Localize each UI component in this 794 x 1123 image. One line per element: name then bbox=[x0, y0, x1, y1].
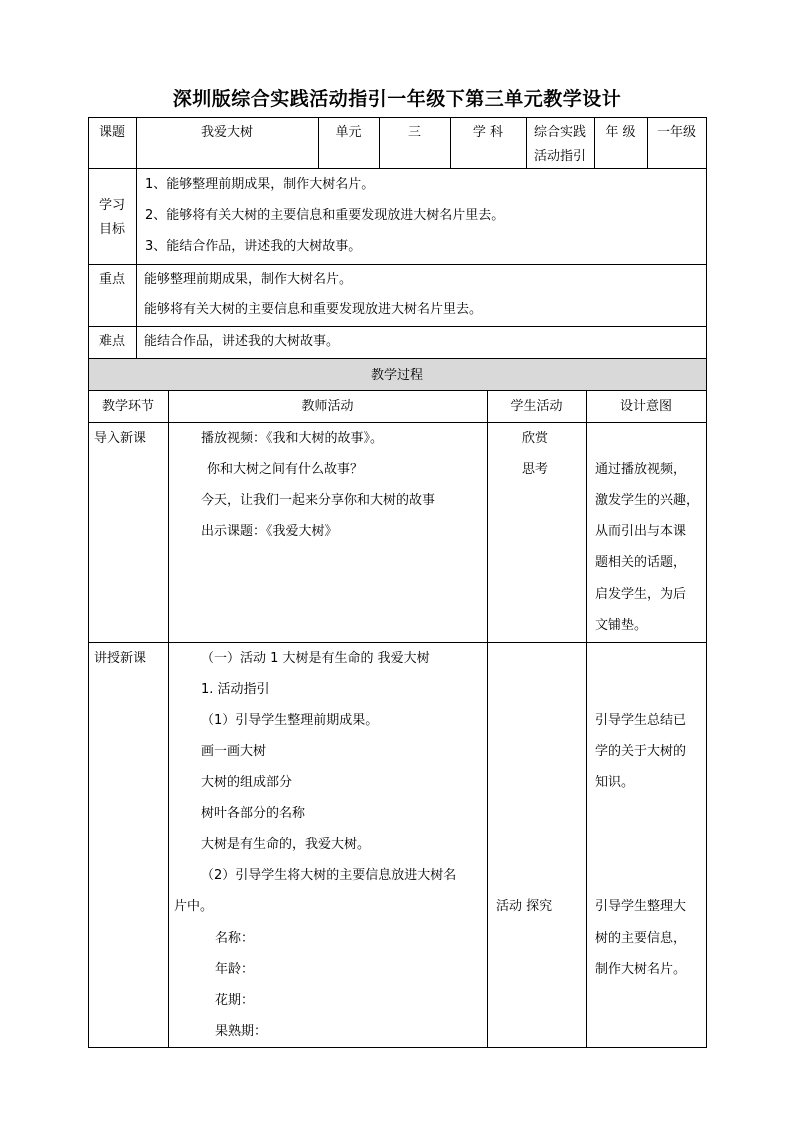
new-teacher-line: 片中。 bbox=[174, 899, 214, 914]
intro-intent-line: 从而引出与本课 bbox=[595, 524, 687, 539]
new-intent-a-line: 引导学生总结已 bbox=[595, 713, 687, 728]
table-border-right bbox=[706, 117, 707, 1048]
col-header-teacher: 教师活动 bbox=[301, 399, 354, 414]
objective-item: 1、能够整理前期成果，制作大树名片。 bbox=[145, 177, 375, 192]
row-divider bbox=[88, 168, 707, 169]
row-divider bbox=[88, 390, 707, 391]
new-teacher-line: 花期： bbox=[215, 993, 255, 1008]
new-teacher-line: 大树是有生命的，我爱大树。 bbox=[201, 837, 371, 852]
new-teacher-line: （1）引导学生整理前期成果。 bbox=[201, 713, 379, 728]
new-teacher-line: 果熟期： bbox=[215, 1024, 268, 1039]
key-point-item: 能够将有关大树的主要信息和重要发现放进大树名片里去。 bbox=[144, 302, 483, 317]
new-intent-b-line: 制作大树名片。 bbox=[595, 962, 687, 977]
intro-intent-line: 启发学生，为后 bbox=[595, 587, 687, 602]
new-intent-a-line: 学的关于大树的 bbox=[595, 744, 687, 759]
row-divider bbox=[88, 264, 707, 265]
objective-item: 2、能够将有关大树的主要信息和重要发现放进大树名片里去。 bbox=[145, 208, 505, 223]
col-divider bbox=[136, 168, 137, 358]
subject-label: 学 科 bbox=[472, 125, 504, 140]
unit-label: 单元 bbox=[335, 125, 362, 140]
subject-value-line1: 综合实践 bbox=[533, 125, 586, 140]
intro-teacher-line: 播放视频：《我和大树的故事》。 bbox=[201, 431, 384, 446]
key-point-item: 能够整理前期成果，制作大树名片。 bbox=[144, 272, 353, 287]
new-intent-a-line: 知识。 bbox=[595, 775, 635, 790]
new-teacher-line: （2）引导学生将大树的主要信息放进大树名 bbox=[201, 868, 457, 883]
table-border-left bbox=[88, 117, 89, 1048]
intro-intent-line: 题相关的话题， bbox=[595, 555, 687, 570]
key-points-label: 重点 bbox=[98, 272, 125, 287]
intro-teacher-line: 今天，让我们一起来分享你和大树的故事 bbox=[201, 493, 436, 508]
new-teacher-line: 年龄： bbox=[215, 962, 255, 977]
col-divider bbox=[487, 390, 488, 1047]
table-border-bottom bbox=[88, 1047, 707, 1048]
document-title: 深圳版综合实践活动指引一年级下第三单元教学设计 bbox=[172, 88, 622, 110]
objective-item: 3、能结合作品，讲述我的大树故事。 bbox=[145, 239, 362, 254]
intro-intent-line: 激发学生的兴趣， bbox=[595, 493, 700, 508]
new-teacher-line: 树叶各部分的名称 bbox=[201, 806, 306, 821]
col-header-stage: 教学环节 bbox=[101, 399, 154, 414]
new-teacher-line: 名称： bbox=[215, 931, 255, 946]
intro-intent-line: 文铺垫。 bbox=[595, 618, 648, 633]
difficulty-text: 能结合作品，讲述我的大树故事。 bbox=[144, 334, 340, 349]
intro-intent-line: 通过播放视频， bbox=[595, 462, 687, 477]
new-teacher-line: 1. 活动指引 bbox=[201, 682, 270, 697]
intro-teacher-line: 出示课题：《我爱大树》 bbox=[201, 524, 338, 539]
col-header-intent: 设计意图 bbox=[619, 399, 672, 414]
intro-teacher-line: 你和大树之间有什么故事？ bbox=[207, 462, 364, 477]
intro-student-line: 思考 bbox=[522, 462, 549, 477]
new-student: 活动 探究 bbox=[496, 899, 553, 914]
col-divider bbox=[586, 390, 587, 1047]
difficulty-label: 难点 bbox=[98, 334, 125, 349]
col-header-student: 学生活动 bbox=[510, 399, 563, 414]
row-divider bbox=[88, 642, 707, 643]
new-stage: 讲授新课 bbox=[94, 651, 147, 666]
table-border-top bbox=[88, 117, 707, 118]
row-divider bbox=[88, 326, 707, 327]
grade-label: 年 级 bbox=[605, 125, 636, 140]
new-teacher-line: 画一画大树 bbox=[201, 744, 267, 759]
new-intent-b-line: 树的主要信息， bbox=[595, 931, 687, 946]
topic-value: 我爱大树 bbox=[200, 125, 253, 140]
intro-student-line: 欣赏 bbox=[522, 431, 549, 446]
col-divider bbox=[168, 390, 169, 1047]
process-band-title: 教学过程 bbox=[370, 368, 423, 383]
objectives-label-line2: 目标 bbox=[98, 222, 125, 237]
objectives-label-line1: 学习 bbox=[98, 198, 125, 213]
intro-stage: 导入新课 bbox=[94, 431, 147, 446]
topic-label: 课题 bbox=[98, 125, 125, 140]
subject-value-line2: 活动指引 bbox=[533, 149, 586, 164]
new-intent-b-line: 引导学生整理大 bbox=[595, 899, 687, 914]
new-teacher-line: 大树的组成部分 bbox=[201, 775, 293, 790]
unit-value: 三 bbox=[407, 125, 421, 140]
row-divider bbox=[88, 358, 707, 359]
new-teacher-line: （一）活动 1 大树是有生命的 我爱大树 bbox=[201, 651, 430, 666]
grade-value: 一年级 bbox=[656, 125, 696, 140]
row-divider bbox=[88, 422, 707, 423]
